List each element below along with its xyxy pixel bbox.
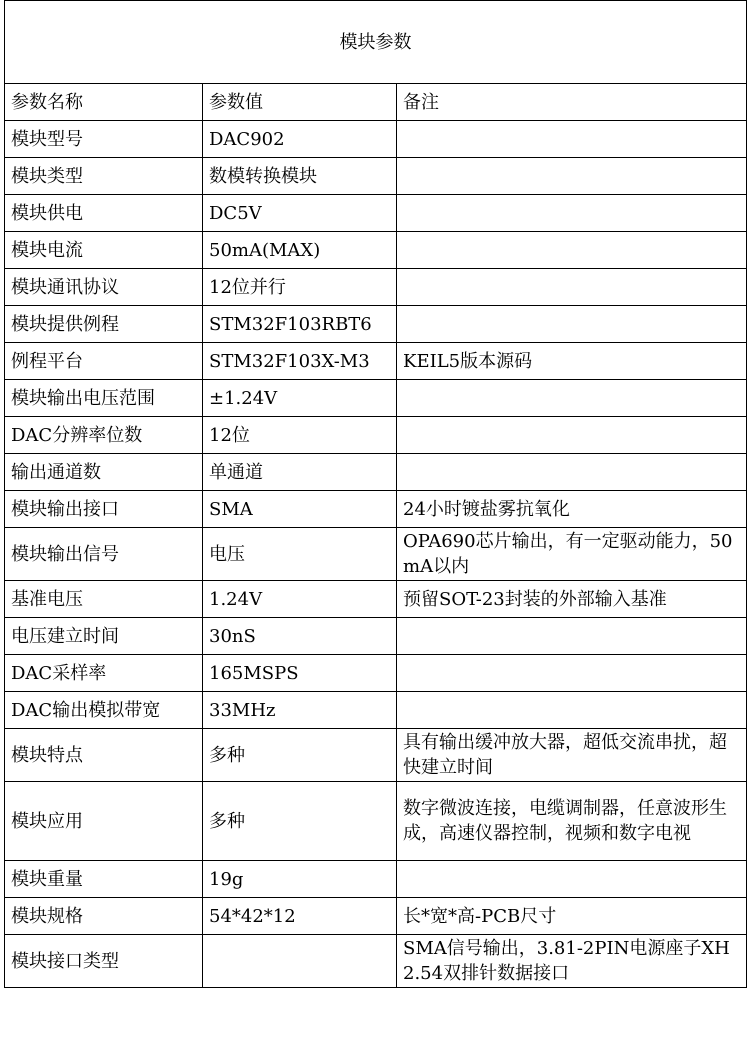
param-name: 模块输出接口 <box>5 491 203 528</box>
param-note: KEIL5版本源码 <box>397 343 747 380</box>
param-name: 模块供电 <box>5 195 203 232</box>
param-note <box>397 380 747 417</box>
param-name: 模块电流 <box>5 232 203 269</box>
param-value: 19g <box>203 861 397 898</box>
param-value: 12位 <box>203 417 397 454</box>
table-row <box>5 417 747 454</box>
table-row <box>5 581 747 618</box>
param-name: 模块型号 <box>5 121 203 158</box>
param-name: 电压建立时间 <box>5 618 203 655</box>
table-row <box>5 195 747 232</box>
param-name: 例程平台 <box>5 343 203 380</box>
table-row <box>5 861 747 898</box>
param-name: 模块特点 <box>5 729 203 782</box>
param-name: 输出通道数 <box>5 454 203 491</box>
param-note: 数字微波连接，电缆调制器，任意波形生成，高速仪器控制，视频和数字电视 <box>397 782 747 861</box>
table-row <box>5 454 747 491</box>
param-value: STM32F103RBT6 <box>203 306 397 343</box>
param-value: SMA <box>203 491 397 528</box>
param-note: OPA690芯片输出，有一定驱动能力，50mA以内 <box>397 528 747 581</box>
param-name: 模块提供例程 <box>5 306 203 343</box>
param-note <box>397 655 747 692</box>
parameter-sheet <box>4 0 746 1048</box>
param-value: STM32F103X-M3 <box>203 343 397 380</box>
param-value: 12位并行 <box>203 269 397 306</box>
param-note <box>397 195 747 232</box>
table-row <box>5 528 747 581</box>
param-name: DAC采样率 <box>5 655 203 692</box>
header-value: 参数值 <box>203 84 397 121</box>
table-row <box>5 121 747 158</box>
table-row <box>5 782 747 861</box>
param-note: 预留SOT-23封装的外部输入基准 <box>397 581 747 618</box>
param-note <box>397 158 747 195</box>
param-note <box>397 861 747 898</box>
param-value: DC5V <box>203 195 397 232</box>
param-value: 165MSPS <box>203 655 397 692</box>
param-value: 33MHz <box>203 692 397 729</box>
param-value: ±1.24V <box>203 380 397 417</box>
param-value: 多种 <box>203 729 397 782</box>
param-value <box>203 935 397 988</box>
param-name: 模块重量 <box>5 861 203 898</box>
param-name: DAC分辨率位数 <box>5 417 203 454</box>
table-row <box>5 729 747 782</box>
table-row <box>5 898 747 935</box>
param-value: DAC902 <box>203 121 397 158</box>
param-name: 模块类型 <box>5 158 203 195</box>
param-note <box>397 306 747 343</box>
param-value: 50mA(MAX) <box>203 232 397 269</box>
table-row <box>5 232 747 269</box>
table-row <box>5 269 747 306</box>
param-note <box>397 618 747 655</box>
table-row <box>5 692 747 729</box>
param-name: 模块输出信号 <box>5 528 203 581</box>
table-row <box>5 343 747 380</box>
param-note: 具有输出缓冲放大器，超低交流串扰，超快建立时间 <box>397 729 747 782</box>
param-value: 电压 <box>203 528 397 581</box>
param-name: 模块规格 <box>5 898 203 935</box>
param-note <box>397 232 747 269</box>
param-value: 1.24V <box>203 581 397 618</box>
header-note: 备注 <box>397 84 747 121</box>
header-name: 参数名称 <box>5 84 203 121</box>
param-value: 54*42*12 <box>203 898 397 935</box>
parameter-table <box>4 0 747 988</box>
table-row <box>5 935 747 988</box>
table-row <box>5 380 747 417</box>
param-value: 多种 <box>203 782 397 861</box>
param-note <box>397 454 747 491</box>
table-row <box>5 655 747 692</box>
param-note <box>397 269 747 306</box>
param-note <box>397 692 747 729</box>
param-name: 模块接口类型 <box>5 935 203 988</box>
param-note: 24小时镀盐雾抗氧化 <box>397 491 747 528</box>
param-name: 模块通讯协议 <box>5 269 203 306</box>
param-value: 单通道 <box>203 454 397 491</box>
param-name: 模块应用 <box>5 782 203 861</box>
param-value: 30nS <box>203 618 397 655</box>
param-note: SMA信号输出，3.81-2PIN电源座子XH2.54双排针数据接口 <box>397 935 747 988</box>
param-value: 数模转换模块 <box>203 158 397 195</box>
table-row <box>5 306 747 343</box>
param-note <box>397 417 747 454</box>
table-row <box>5 158 747 195</box>
param-name: 模块输出电压范围 <box>5 380 203 417</box>
title-row <box>5 1 747 84</box>
table-title: 模块参数 <box>5 1 747 84</box>
param-name: 基准电压 <box>5 581 203 618</box>
table-row <box>5 491 747 528</box>
header-row <box>5 84 747 121</box>
param-note <box>397 121 747 158</box>
table-row <box>5 618 747 655</box>
param-note: 长*宽*高-PCB尺寸 <box>397 898 747 935</box>
param-name: DAC输出模拟带宽 <box>5 692 203 729</box>
